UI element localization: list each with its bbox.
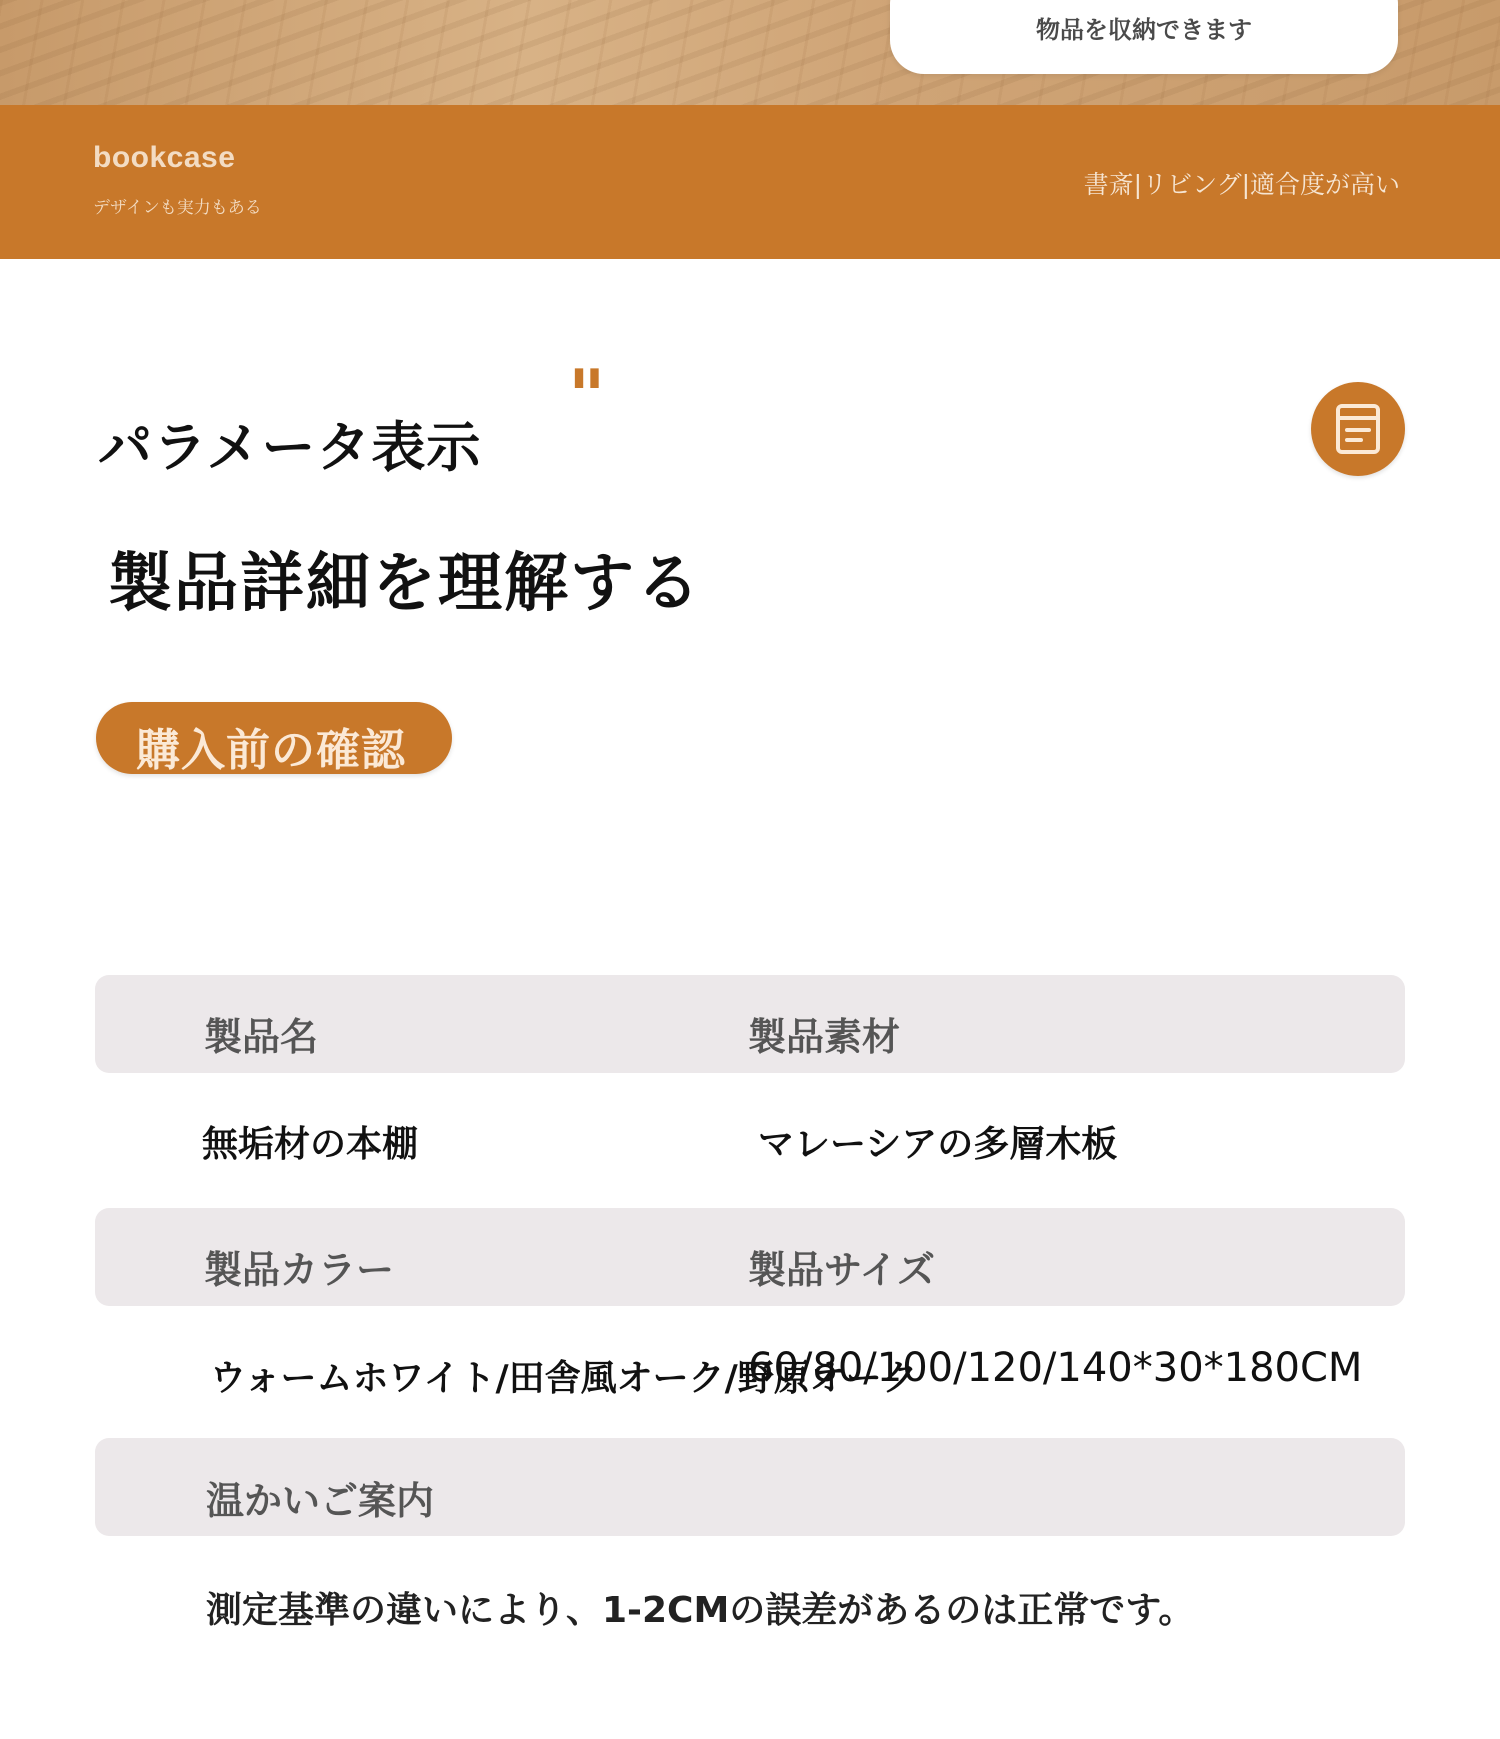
spec-value: 60/80/100/120/140*30*180CM bbox=[748, 1345, 1363, 1391]
spec-label: 温かいご案内 bbox=[206, 1479, 435, 1523]
pre-purchase-pill bbox=[96, 702, 452, 774]
document-icon bbox=[1311, 382, 1405, 476]
usage-scenes: 書斎|リビング|適合度が高い bbox=[1083, 170, 1400, 199]
spec-label: 製品サイズ bbox=[748, 1248, 935, 1292]
section-subtitle: 製品詳細を理解する bbox=[108, 547, 702, 621]
brand-name: bookcase bbox=[93, 141, 236, 174]
brand-tagline: デザインも実力もある bbox=[93, 198, 262, 218]
storage-card bbox=[890, 0, 1398, 74]
wood-banner bbox=[0, 0, 1500, 105]
spec-value: マレーシアの多層木板 bbox=[758, 1124, 1118, 1165]
spec-label: 製品名 bbox=[204, 1015, 319, 1059]
spec-note: 測定基準の違いにより、1-2CMの誤差があるのは正常です。 bbox=[206, 1590, 1195, 1631]
spec-label: 製品カラー bbox=[204, 1248, 395, 1292]
storage-card-text: 物品を収納できます bbox=[1036, 16, 1252, 44]
spec-value: 無垢材の本棚 bbox=[202, 1124, 419, 1165]
quote-mark: " bbox=[568, 353, 606, 438]
spec-label: 製品素材 bbox=[748, 1015, 901, 1059]
section-title: パラメータ表示 bbox=[98, 416, 482, 479]
brand-band bbox=[0, 105, 1500, 259]
pill-label: 購入前の確認 bbox=[136, 725, 406, 776]
spec-value: ウォームホワイト/田舎風オーク/野原オーク bbox=[210, 1358, 918, 1399]
